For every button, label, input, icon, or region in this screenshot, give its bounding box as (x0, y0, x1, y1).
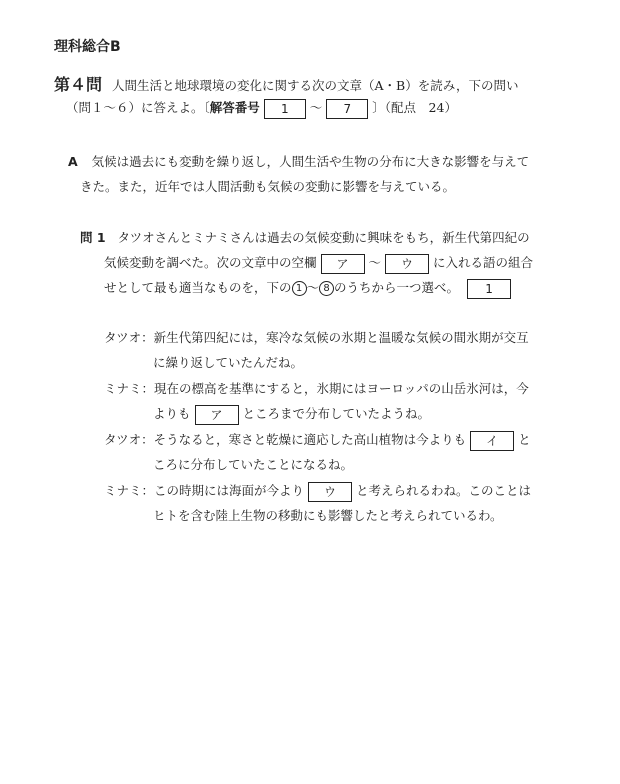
dialogue-3-line1 (104, 430, 531, 451)
dialogue-text: 現在の標高を基準にすると，氷期にはヨーロッパの山岳氷河は，今 (154, 381, 529, 396)
problem1-text2: 気候変動を調べた。次の文章中の空欄 (104, 255, 317, 270)
dialogue-text: この時期には海面が今より (154, 483, 305, 498)
blank-box-a: ア (195, 405, 239, 425)
problem1-text3: せとして最も適当なものを，下の (104, 280, 292, 295)
answer-range-tilde: ～ (309, 100, 323, 115)
choice-to-circle: 8 (319, 281, 334, 296)
question-intro-line1: 人間生活と地球環境の変化に関する次の文章（A・B）を読み，下の問い (112, 78, 519, 93)
blank-box-a: ア (321, 254, 365, 274)
dialogue-4-line1 (104, 481, 531, 502)
subject-title: 理科総合B (54, 39, 121, 55)
problem1-line3 (104, 278, 515, 299)
section-a-label: A (68, 154, 78, 169)
dialogue-text: 新生代第四紀には，寒冷な気候の氷期と温暖な気候の間氷期が交互 (153, 330, 529, 345)
answer-number-label: 解答番号 (209, 100, 260, 115)
speaker-minami: ミナミ： (104, 381, 155, 396)
dialogue-text: と (518, 432, 531, 447)
dialogue-text: と考えられるわね。このことは (356, 483, 532, 498)
dialogue-text: ところまで分布していたようね。 (242, 406, 431, 421)
problem1-text2-post: に入れる語の組合 (433, 255, 534, 270)
problem1-text3-post: のうちから一つ選べ。 (334, 280, 460, 295)
question-header (54, 72, 518, 95)
blank-box-u: ウ (385, 254, 429, 274)
speaker-tatsuo: タツオ： (104, 330, 154, 345)
dialogue-3-line2: ころに分布していたことになるね。 (153, 457, 354, 472)
choice-from-circle: 1 (292, 281, 307, 296)
points-text: 〕（配点 24） (372, 100, 457, 115)
problem1-tilde: ～ (368, 255, 382, 270)
dialogue-2-line2 (153, 404, 430, 425)
blank-box-i: イ (470, 431, 514, 451)
section-a-line2: きた。また，近年では人間活動も気候の変動に影響を与えている。 (80, 179, 456, 194)
problem1-line2 (104, 253, 533, 274)
answer-box-to: 7 (326, 99, 368, 119)
problem1-label: 問 1 (80, 230, 106, 245)
question-intro-line2 (66, 98, 457, 119)
problem1-line1 (80, 228, 530, 246)
section-a-text1: 気候は過去にも変動を繰り返し，人間生活や生物の分布に大きな影響を与えて (91, 154, 530, 169)
problem1-text1: タツオさんとミナミさんは過去の気候変動に興味をもち，新生代第四紀の (117, 230, 530, 245)
dialogue-1-line2: に繰り返していたんだね。 (153, 355, 304, 370)
dialogue-1-line1 (104, 328, 529, 346)
dialogue-2-line1 (104, 379, 529, 397)
speaker-minami: ミナミ： (104, 483, 155, 498)
choice-tilde: ～ (306, 280, 320, 295)
section-a-line1 (68, 152, 529, 170)
intro-line2-text: （問１～６）に答えよ。〔 (66, 100, 210, 115)
blank-box-u: ウ (308, 482, 352, 502)
dialogue-text: そうなると，寒さと乾燥に適応した高山植物は今よりも (153, 432, 467, 447)
question-number: 第４問 (54, 75, 103, 94)
speaker-tatsuo: タツオ： (104, 432, 154, 447)
answer-box-from: 1 (264, 99, 306, 119)
dialogue-4-line2: ヒトを含む陸上生物の移動にも影響したと考えられているわ。 (153, 508, 503, 523)
dialogue-text: よりも (153, 406, 191, 421)
answer-box-1: 1 (467, 279, 511, 299)
